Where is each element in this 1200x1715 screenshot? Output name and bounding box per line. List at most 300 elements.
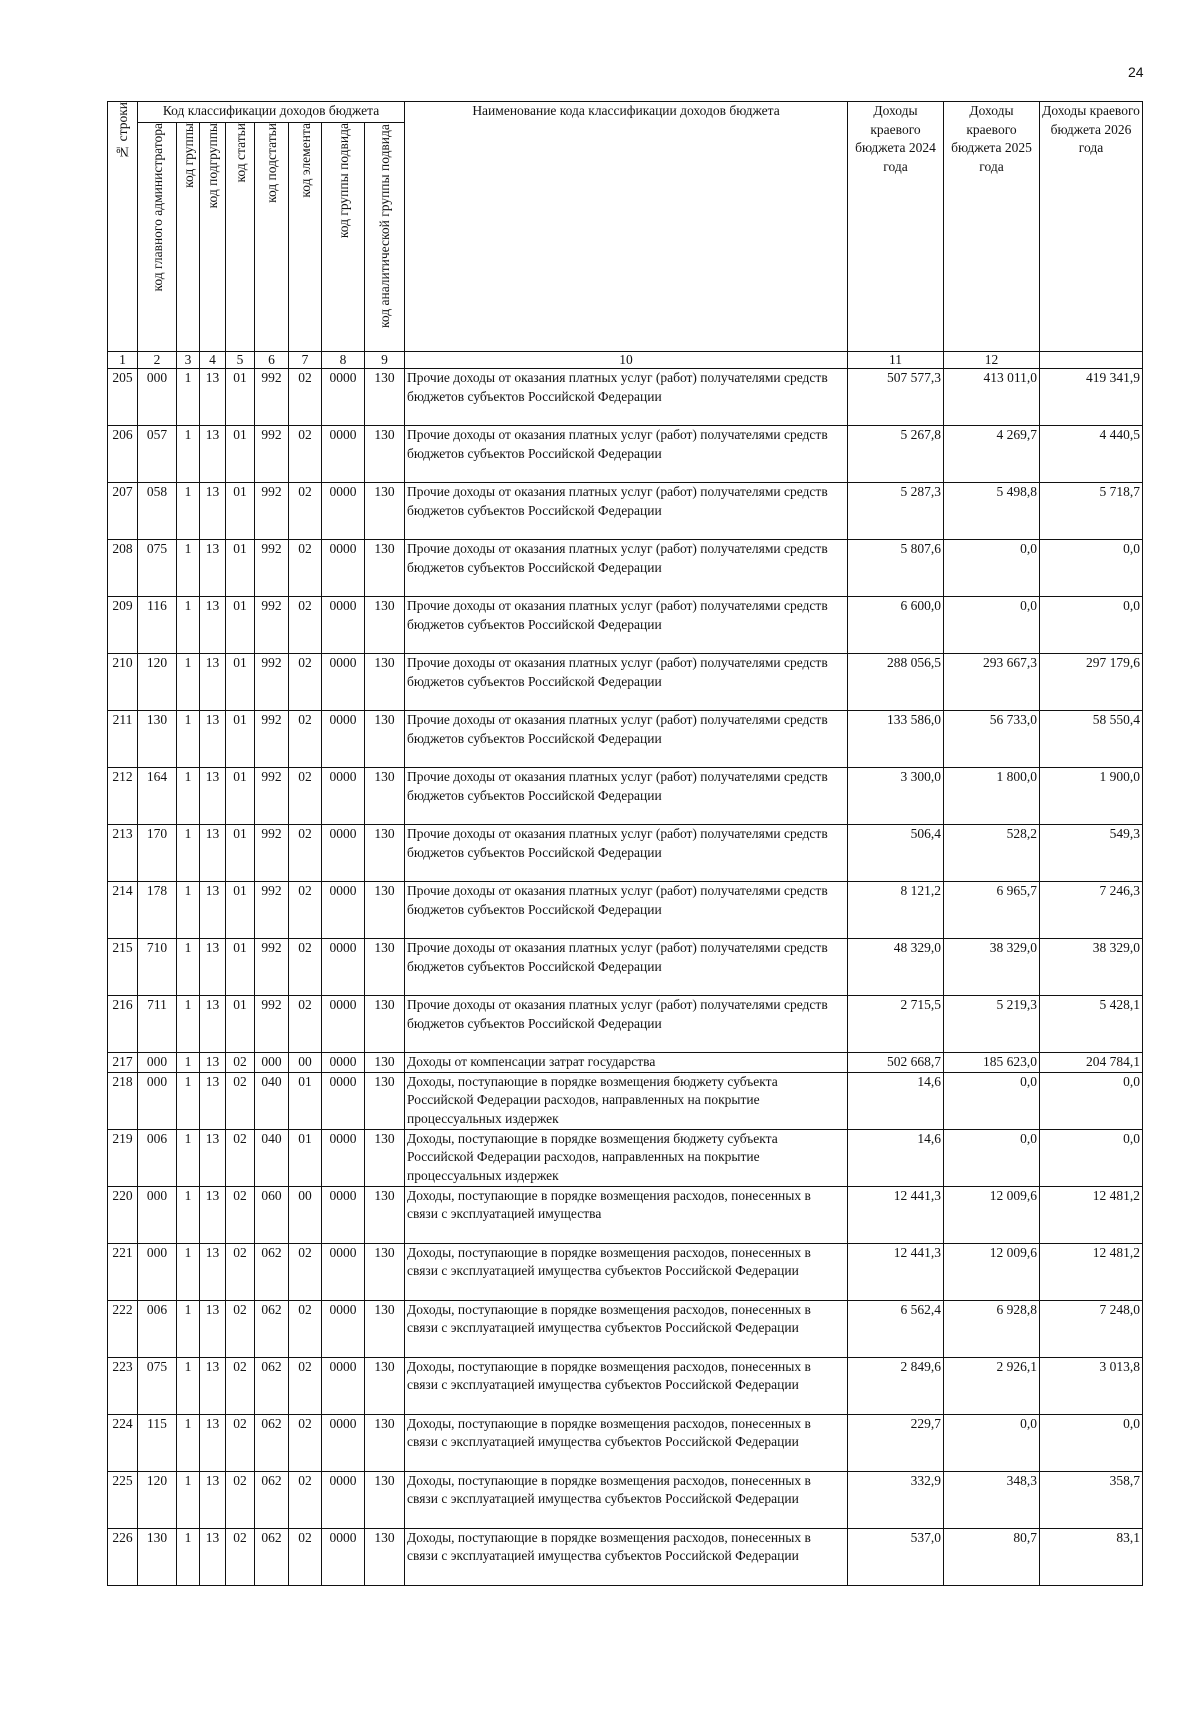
subarticle-code: 062 [255,1300,289,1357]
subtype-group-code: 0000 [322,882,365,939]
amount-2025: 348,3 [944,1471,1040,1528]
element-code: 02 [289,654,322,711]
amount-2024: 332,9 [848,1471,944,1528]
table-row [108,1414,1143,1471]
table-row [108,369,1143,426]
subarticle-code: 992 [255,654,289,711]
column-number: 10 [405,352,848,369]
row-number: 210 [108,654,138,711]
subtype-group-code: 0000 [322,939,365,996]
amount-2024: 507 577,3 [848,369,944,426]
group-code: 1 [177,1528,200,1585]
amount-2026: 358,7 [1040,1471,1143,1528]
revenue-name: Доходы от компенсации затрат государства [405,1053,848,1073]
subgroup-code: 13 [200,597,226,654]
group-code: 1 [177,882,200,939]
header-element-code: код элемента [289,123,322,352]
subgroup-code: 13 [200,996,226,1053]
row-number: 223 [108,1357,138,1414]
column-number: 8 [322,352,365,369]
group-code: 1 [177,1471,200,1528]
analytic-group-code: 130 [365,1357,405,1414]
group-code: 1 [177,825,200,882]
subarticle-code: 992 [255,597,289,654]
amount-2024: 14,6 [848,1072,944,1129]
admin-code: 075 [138,540,177,597]
amount-2026: 0,0 [1040,1414,1143,1471]
group-code: 1 [177,711,200,768]
group-code: 1 [177,1357,200,1414]
group-code: 1 [177,1243,200,1300]
group-code: 1 [177,996,200,1053]
group-code: 1 [177,426,200,483]
table-row [108,1300,1143,1357]
subarticle-code: 040 [255,1129,289,1186]
group-code: 1 [177,654,200,711]
admin-code: 115 [138,1414,177,1471]
subgroup-code: 13 [200,1471,226,1528]
revenue-name: Прочие доходы от оказания платных услуг (работ) получателями средств бюджетов субъектов Российской Федерации [405,768,848,825]
article-code: 01 [226,597,255,654]
article-code: 01 [226,768,255,825]
subgroup-code: 13 [200,1357,226,1414]
element-code: 02 [289,996,322,1053]
table-row [108,1243,1143,1300]
revenue-name: Прочие доходы от оказания платных услуг (работ) получателями средств бюджетов субъектов Российской Федерации [405,882,848,939]
element-code: 00 [289,1186,322,1243]
column-number: 9 [365,352,405,369]
amount-2025: 12 009,6 [944,1243,1040,1300]
amount-2026: 4 440,5 [1040,426,1143,483]
revenue-name: Прочие доходы от оказания платных услуг (работ) получателями средств бюджетов субъектов Российской Федерации [405,654,848,711]
table-row [108,1471,1143,1528]
analytic-group-code: 130 [365,1414,405,1471]
amount-2025: 413 011,0 [944,369,1040,426]
table-row [108,996,1143,1053]
amount-2025: 4 269,7 [944,426,1040,483]
table-row [108,882,1143,939]
amount-2025: 528,2 [944,825,1040,882]
column-number: 7 [289,352,322,369]
admin-code: 120 [138,1471,177,1528]
amount-2025: 12 009,6 [944,1186,1040,1243]
element-code: 02 [289,540,322,597]
element-code: 02 [289,768,322,825]
table-row [108,654,1143,711]
subtype-group-code: 0000 [322,1186,365,1243]
element-code: 02 [289,426,322,483]
subtype-group-code: 0000 [322,426,365,483]
amount-2025: 185 623,0 [944,1053,1040,1073]
subgroup-code: 13 [200,1528,226,1585]
group-code: 1 [177,1186,200,1243]
element-code: 02 [289,711,322,768]
analytic-group-code: 130 [365,540,405,597]
amount-2026: 549,3 [1040,825,1143,882]
table-row [108,1528,1143,1585]
table-body [108,352,1143,1586]
analytic-group-code: 130 [365,996,405,1053]
amount-2026: 7 248,0 [1040,1300,1143,1357]
amount-2024: 5 287,3 [848,483,944,540]
analytic-group-code: 130 [365,1129,405,1186]
row-number: 222 [108,1300,138,1357]
table-row [108,1186,1143,1243]
row-number: 212 [108,768,138,825]
amount-2024: 6 600,0 [848,597,944,654]
amount-2026: 58 550,4 [1040,711,1143,768]
table-row [108,540,1143,597]
element-code: 02 [289,1414,322,1471]
article-code: 01 [226,483,255,540]
admin-code: 000 [138,1186,177,1243]
subgroup-code: 13 [200,1243,226,1300]
amount-2026: 0,0 [1040,1072,1143,1129]
subarticle-code: 992 [255,711,289,768]
header-amount-2026: Доходы краевого бюджета 2026 года [1040,102,1143,352]
column-number [1040,352,1143,369]
table-header [108,102,1143,352]
analytic-group-code: 130 [365,1072,405,1129]
subarticle-code: 040 [255,1072,289,1129]
analytic-group-code: 130 [365,825,405,882]
amount-2026: 297 179,6 [1040,654,1143,711]
admin-code: 120 [138,654,177,711]
revenue-name: Доходы, поступающие в порядке возмещения расходов, понесенных в связи с эксплуатацией имущества субъектов Российской Федерации [405,1528,848,1585]
table-row [108,1072,1143,1129]
amount-2024: 6 562,4 [848,1300,944,1357]
article-code: 01 [226,825,255,882]
element-code: 02 [289,369,322,426]
amount-2026: 7 246,3 [1040,882,1143,939]
subtype-group-code: 0000 [322,1471,365,1528]
amount-2024: 12 441,3 [848,1243,944,1300]
amount-2024: 502 668,7 [848,1053,944,1073]
amount-2024: 2 849,6 [848,1357,944,1414]
row-number: 214 [108,882,138,939]
amount-2025: 56 733,0 [944,711,1040,768]
analytic-group-code: 130 [365,1053,405,1073]
table-row [108,768,1143,825]
amount-2025: 2 926,1 [944,1357,1040,1414]
column-numbers-row [108,352,1143,369]
amount-2026: 12 481,2 [1040,1243,1143,1300]
column-number: 1 [108,352,138,369]
article-code: 02 [226,1243,255,1300]
amount-2025: 0,0 [944,597,1040,654]
article-code: 02 [226,1129,255,1186]
amount-2024: 14,6 [848,1129,944,1186]
row-number: 225 [108,1471,138,1528]
subarticle-code: 060 [255,1186,289,1243]
subtype-group-code: 0000 [322,369,365,426]
subgroup-code: 13 [200,768,226,825]
admin-code: 130 [138,1528,177,1585]
analytic-group-code: 130 [365,369,405,426]
analytic-group-code: 130 [365,654,405,711]
amount-2026: 0,0 [1040,597,1143,654]
admin-code: 000 [138,1243,177,1300]
revenue-name: Доходы, поступающие в порядке возмещения расходов, понесенных в связи с эксплуатацией имущества [405,1186,848,1243]
admin-code: 006 [138,1129,177,1186]
header-subgroup-code: код подгруппы [200,123,226,352]
article-code: 01 [226,369,255,426]
group-code: 1 [177,540,200,597]
article-code: 01 [226,540,255,597]
table-row [108,711,1143,768]
element-code: 02 [289,882,322,939]
subarticle-code: 992 [255,426,289,483]
amount-2024: 133 586,0 [848,711,944,768]
subtype-group-code: 0000 [322,597,365,654]
column-number: 4 [200,352,226,369]
article-code: 02 [226,1471,255,1528]
element-code: 02 [289,939,322,996]
revenue-name: Прочие доходы от оказания платных услуг (работ) получателями средств бюджетов субъектов Российской Федерации [405,711,848,768]
subarticle-code: 062 [255,1528,289,1585]
analytic-group-code: 130 [365,483,405,540]
subgroup-code: 13 [200,1186,226,1243]
revenue-name: Прочие доходы от оказания платных услуг (работ) получателями средств бюджетов субъектов Российской Федерации [405,597,848,654]
admin-code: 000 [138,369,177,426]
revenue-name: Прочие доходы от оказания платных услуг (работ) получателями средств бюджетов субъектов Российской Федерации [405,369,848,426]
subgroup-code: 13 [200,1414,226,1471]
column-number: 11 [848,352,944,369]
amount-2025: 6 928,8 [944,1300,1040,1357]
row-number: 226 [108,1528,138,1585]
amount-2025: 293 667,3 [944,654,1040,711]
amount-2024: 2 715,5 [848,996,944,1053]
amount-2025: 0,0 [944,1129,1040,1186]
revenue-name: Доходы, поступающие в порядке возмещения расходов, понесенных в связи с эксплуатацией имущества субъектов Российской Федерации [405,1243,848,1300]
article-code: 01 [226,654,255,711]
amount-2026: 419 341,9 [1040,369,1143,426]
subarticle-code: 000 [255,1053,289,1073]
amount-2025: 1 800,0 [944,768,1040,825]
amount-2026: 1 900,0 [1040,768,1143,825]
table-row [108,426,1143,483]
subarticle-code: 062 [255,1471,289,1528]
table-row [108,1357,1143,1414]
header-group-code: код группы [177,123,200,352]
amount-2024: 537,0 [848,1528,944,1585]
analytic-group-code: 130 [365,1471,405,1528]
group-code: 1 [177,369,200,426]
header-admin-code: код главного администратора [138,123,177,352]
amount-2025: 6 965,7 [944,882,1040,939]
article-code: 01 [226,711,255,768]
element-code: 02 [289,597,322,654]
element-code: 02 [289,1528,322,1585]
admin-code: 058 [138,483,177,540]
admin-code: 711 [138,996,177,1053]
row-number: 211 [108,711,138,768]
row-number: 217 [108,1053,138,1073]
subarticle-code: 992 [255,882,289,939]
subgroup-code: 13 [200,654,226,711]
amount-2026: 0,0 [1040,1129,1143,1186]
subarticle-code: 992 [255,825,289,882]
subgroup-code: 13 [200,882,226,939]
admin-code: 000 [138,1072,177,1129]
subtype-group-code: 0000 [322,996,365,1053]
amount-2025: 0,0 [944,1414,1040,1471]
article-code: 01 [226,996,255,1053]
amount-2024: 12 441,3 [848,1186,944,1243]
column-number: 2 [138,352,177,369]
header-amount-2025: Доходы краевого бюджета 2025 года [944,102,1040,352]
subarticle-code: 992 [255,483,289,540]
header-analytic-group-code: код аналитической группы подвида [365,123,405,352]
amount-2026: 12 481,2 [1040,1186,1143,1243]
subgroup-code: 13 [200,825,226,882]
revenue-name: Доходы, поступающие в порядке возмещения бюджету субъекта Российской Федерации расходов, направленных на покрытие процессуальных издержек [405,1072,848,1129]
column-number: 6 [255,352,289,369]
revenue-name: Доходы, поступающие в порядке возмещения бюджету субъекта Российской Федерации расходов, направленных на покрытие процессуальных издержек [405,1129,848,1186]
amount-2025: 5 498,8 [944,483,1040,540]
subgroup-code: 13 [200,483,226,540]
row-number: 206 [108,426,138,483]
amount-2026: 5 428,1 [1040,996,1143,1053]
amount-2024: 48 329,0 [848,939,944,996]
table-row [108,825,1143,882]
revenue-name: Прочие доходы от оказания платных услуг (работ) получателями средств бюджетов субъектов Российской Федерации [405,825,848,882]
group-code: 1 [177,1300,200,1357]
group-code: 1 [177,939,200,996]
analytic-group-code: 130 [365,939,405,996]
subtype-group-code: 0000 [322,1072,365,1129]
table-row [108,1129,1143,1186]
article-code: 02 [226,1053,255,1073]
subarticle-code: 992 [255,540,289,597]
group-code: 1 [177,1414,200,1471]
admin-code: 057 [138,426,177,483]
amount-2026: 83,1 [1040,1528,1143,1585]
admin-code: 178 [138,882,177,939]
analytic-group-code: 130 [365,1528,405,1585]
amount-2024: 5 267,8 [848,426,944,483]
header-row-number: № строки [108,102,138,352]
element-code: 02 [289,1300,322,1357]
amount-2026: 5 718,7 [1040,483,1143,540]
subtype-group-code: 0000 [322,654,365,711]
article-code: 02 [226,1414,255,1471]
subgroup-code: 13 [200,1053,226,1073]
subtype-group-code: 0000 [322,768,365,825]
article-code: 01 [226,882,255,939]
analytic-group-code: 130 [365,1243,405,1300]
element-code: 02 [289,825,322,882]
admin-code: 170 [138,825,177,882]
analytic-group-code: 130 [365,597,405,654]
admin-code: 130 [138,711,177,768]
admin-code: 000 [138,1053,177,1073]
group-code: 1 [177,1072,200,1129]
revenue-name: Доходы, поступающие в порядке возмещения расходов, понесенных в связи с эксплуатацией имущества субъектов Российской Федерации [405,1471,848,1528]
subgroup-code: 13 [200,540,226,597]
admin-code: 710 [138,939,177,996]
subtype-group-code: 0000 [322,825,365,882]
amount-2024: 288 056,5 [848,654,944,711]
table-row [108,597,1143,654]
subgroup-code: 13 [200,1072,226,1129]
article-code: 02 [226,1072,255,1129]
amount-2024: 506,4 [848,825,944,882]
group-code: 1 [177,483,200,540]
subtype-group-code: 0000 [322,483,365,540]
revenue-name: Доходы, поступающие в порядке возмещения расходов, понесенных в связи с эксплуатацией имущества субъектов Российской Федерации [405,1357,848,1414]
revenue-name: Доходы, поступающие в порядке возмещения расходов, понесенных в связи с эксплуатацией имущества субъектов Российской Федерации [405,1414,848,1471]
column-number: 12 [944,352,1040,369]
header-subtype-group-code: код группы подвида [322,123,365,352]
subgroup-code: 13 [200,1300,226,1357]
analytic-group-code: 130 [365,711,405,768]
subtype-group-code: 0000 [322,1053,365,1073]
subarticle-code: 062 [255,1357,289,1414]
article-code: 02 [226,1186,255,1243]
header-name: Наименование кода классификации доходов бюджета [405,102,848,352]
amount-2025: 5 219,3 [944,996,1040,1053]
header-subarticle-code: код подстатьи [255,123,289,352]
amount-2025: 0,0 [944,540,1040,597]
subgroup-code: 13 [200,1129,226,1186]
amount-2024: 3 300,0 [848,768,944,825]
page-number: 24 [1128,64,1144,80]
article-code: 02 [226,1357,255,1414]
subgroup-code: 13 [200,369,226,426]
subtype-group-code: 0000 [322,1357,365,1414]
admin-code: 075 [138,1357,177,1414]
row-number: 207 [108,483,138,540]
amount-2024: 8 121,2 [848,882,944,939]
amount-2025: 0,0 [944,1072,1040,1129]
subtype-group-code: 0000 [322,1300,365,1357]
header-amount-2024: Доходы краевого бюджета 2024 года [848,102,944,352]
row-number: 221 [108,1243,138,1300]
column-number: 3 [177,352,200,369]
admin-code: 006 [138,1300,177,1357]
analytic-group-code: 130 [365,1300,405,1357]
revenue-name: Прочие доходы от оказания платных услуг (работ) получателями средств бюджетов субъектов Российской Федерации [405,996,848,1053]
row-number: 220 [108,1186,138,1243]
amount-2026: 204 784,1 [1040,1053,1143,1073]
revenue-name: Прочие доходы от оказания платных услуг (работ) получателями средств бюджетов субъектов Российской Федерации [405,939,848,996]
element-code: 01 [289,1129,322,1186]
article-code: 01 [226,939,255,996]
amount-2025: 80,7 [944,1528,1040,1585]
group-code: 1 [177,597,200,654]
table-row [108,483,1143,540]
article-code: 02 [226,1528,255,1585]
subtype-group-code: 0000 [322,1243,365,1300]
amount-2026: 38 329,0 [1040,939,1143,996]
subarticle-code: 992 [255,939,289,996]
subgroup-code: 13 [200,939,226,996]
amount-2026: 3 013,8 [1040,1357,1143,1414]
revenue-name: Доходы, поступающие в порядке возмещения расходов, понесенных в связи с эксплуатацией имущества субъектов Российской Федерации [405,1300,848,1357]
row-number: 213 [108,825,138,882]
subgroup-code: 13 [200,711,226,768]
column-number: 5 [226,352,255,369]
element-code: 01 [289,1072,322,1129]
element-code: 02 [289,1471,322,1528]
subarticle-code: 992 [255,768,289,825]
subarticle-code: 992 [255,369,289,426]
article-code: 01 [226,426,255,483]
subtype-group-code: 0000 [322,540,365,597]
row-number: 215 [108,939,138,996]
analytic-group-code: 130 [365,768,405,825]
